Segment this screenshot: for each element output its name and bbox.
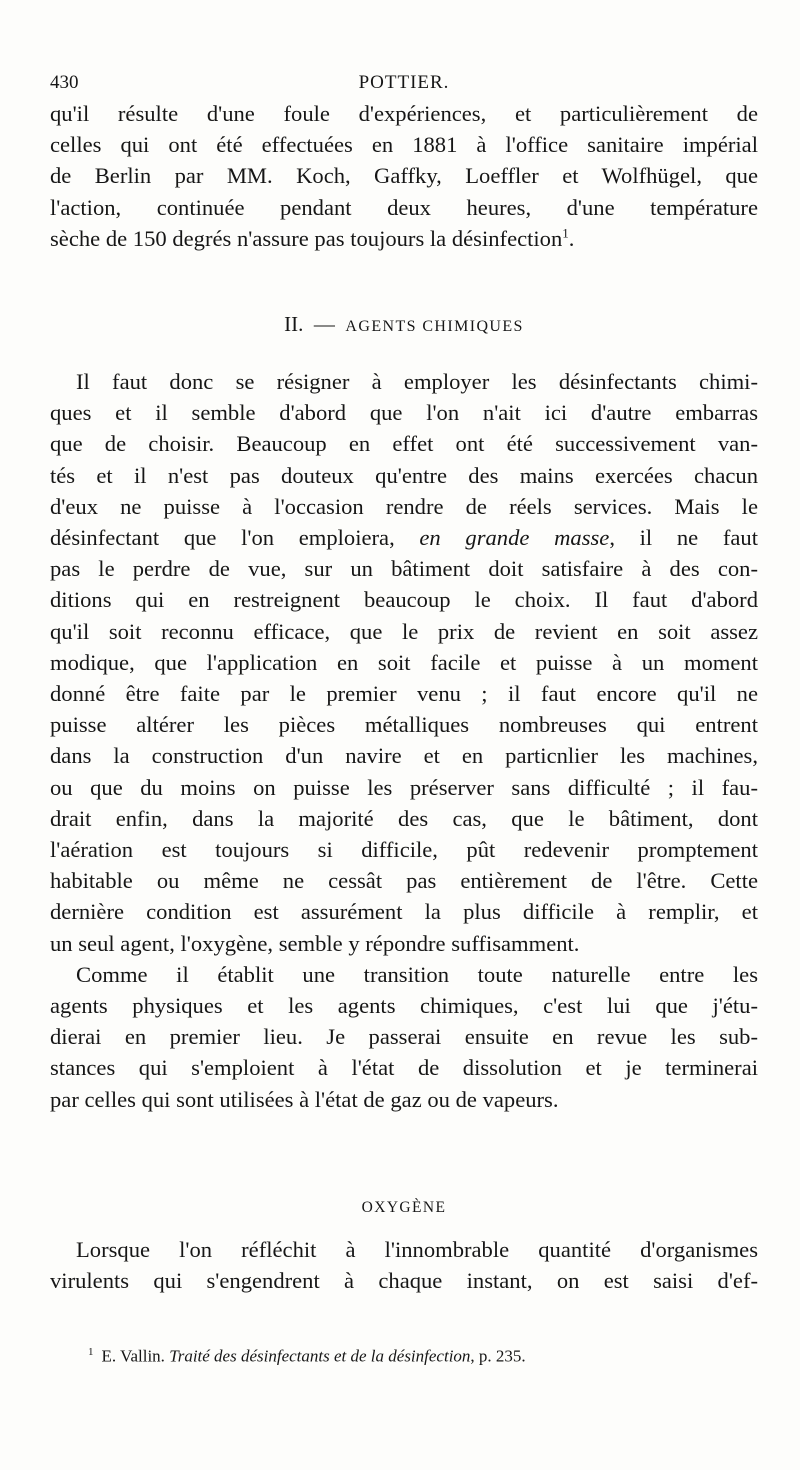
footnote-author: E. Vallin. — [101, 1346, 170, 1366]
text-line: ou que du moins on puisse les préserver sans difficulté ; il fau- — [50, 774, 758, 800]
text-line: dierai en premier lieu. Je passerai ensuite en revue les sub- — [50, 1024, 758, 1050]
text-line: l'action, continuée pendant deux heures, d'une température — [50, 194, 758, 220]
text-line: Comme il établit une transition toute naturelle entre les — [76, 961, 758, 987]
text-line: habitable ou même ne cessât pas entièrement de l'être. Cette — [50, 868, 758, 894]
text-fragment: désinfectant que l'on emploiera, — [50, 525, 420, 551]
text-line: de Berlin par MM. Koch, Gaffky, Loeffler et Wolfhügel, que — [50, 163, 758, 189]
text-line: puisse altérer les pièces métalliques nombreuses qui entrent — [50, 712, 758, 738]
text-line: modique, que l'application en soit facile et puisse à un moment — [50, 649, 758, 675]
italic-phrase: en grande masse — [419, 525, 610, 551]
text-line: qu'il résulte d'une foule d'expériences, et particulièrement de — [50, 101, 758, 126]
text-line: par celles qui sont utilisées à l'état de gaz ou de vapeurs. — [50, 1086, 559, 1112]
text-line: dans la construction d'un navire et en particnlier les machines, — [50, 743, 758, 769]
running-header — [50, 72, 758, 100]
text-line: d'eux ne puisse à l'occasion rendre de réels services. Mais le — [50, 493, 758, 519]
text-line: qu'il soit reconnu efficace, que le prix de revient en soit assez — [50, 618, 758, 644]
text-line: pas le perdre de vue, sur un bâtiment doit satisfaire à des con- — [50, 556, 758, 582]
footnote-title: Traité des désinfectants et de la désinfection — [169, 1346, 471, 1366]
footnote-mark: 1 — [88, 1346, 94, 1358]
text-line: donné être faite par le premier venu ; il faut encore qu'il ne — [50, 681, 758, 707]
text-line: dernière condition est assurément la plus difficile à remplir, et — [50, 899, 758, 925]
paragraph-3 — [50, 1234, 758, 1296]
text-line: Il faut donc se résigner à employer les désinfectants chimi- — [76, 369, 758, 394]
footnote — [88, 1346, 758, 1367]
running-title: POTTIER. — [358, 72, 450, 93]
text-line — [50, 522, 758, 553]
text-line: tés et il n'est pas douteux qu'entre des mains exercées chacun — [50, 462, 758, 488]
text-line: celles qui ont été effectuées en 1881 à l'office sanitaire impérial — [50, 132, 758, 158]
text-line — [50, 223, 758, 254]
page-number: 430 — [50, 72, 79, 93]
section-dash: — — [313, 312, 335, 336]
text-line: Lorsque l'on réfléchit à l'innombrable quantité d'organismes — [76, 1237, 758, 1262]
section-numeral: II. — [284, 312, 304, 336]
footnote-page: , p. 235. — [470, 1346, 526, 1366]
text-fragment: sèche de 150 degrés n'assure pas toujours la désinfection — [50, 225, 563, 251]
text-line: ditions qui en restreignent beaucoup le choix. Il faut d'abord — [50, 587, 758, 613]
text-line: virulents qui s'engendrent à chaque instant, on est saisi d'ef- — [50, 1268, 758, 1294]
text-line: ques et il semble d'abord que l'on n'ait ici d'autre embarras — [50, 400, 758, 426]
text-line: drait enfin, dans la majorité des cas, que le bâtiment, dont — [50, 805, 758, 831]
paragraph-1 — [50, 98, 758, 254]
section-title: AGENTS CHIMIQUES — [345, 318, 524, 335]
footnote-reference[interactable]: 1 — [562, 225, 569, 241]
text-fragment: . — [568, 225, 575, 251]
text-line: agents physiques et les agents chimiques, c'est lui que j'étu- — [50, 993, 758, 1019]
text-line: que de choisir. Beaucoup en effet ont été successivement van- — [50, 431, 758, 457]
text-fragment: , il ne faut — [609, 525, 759, 551]
text-line: stances qui s'emploient à l'état de dissolution et je terminerai — [50, 1055, 758, 1081]
subheading-oxygene: OXYGÈNE — [361, 1199, 447, 1216]
section-heading — [50, 312, 758, 337]
text-line: un seul agent, l'oxygène, semble y répondre suffisamment. — [50, 930, 580, 956]
paragraph-2 — [50, 366, 758, 1115]
text-line: l'aération est toujours si difficile, pût redevenir promptement — [50, 837, 758, 863]
